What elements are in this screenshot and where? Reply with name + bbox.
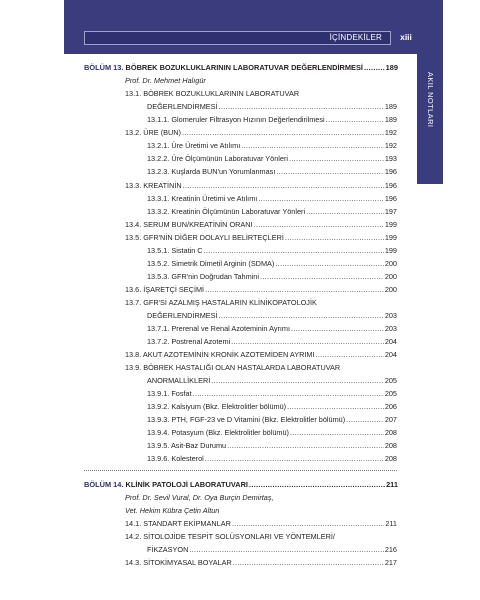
toc-entry: 13.9.3. PTH, FGF-23 ve D Vitamini (Bkz. Elektrolitler bölümü) ..... 207	[147, 414, 397, 426]
toc-entry: 13.5. GFR'NİN DİĞER DOLAYLI BELİRTEÇLERİ ..... 199	[125, 232, 397, 244]
chapter-14-heading: BÖLÜM 14. KLİNİK PATOLOJİ LABORATUVARI ..... 211	[84, 479, 398, 491]
chapter-14-title: KLİNİK PATOLOJİ LABORATUVARI	[125, 480, 248, 489]
toc-entry: 13.7.1. Prerenal ve Renal Azoteminin Ayrımı ..... 203	[147, 323, 397, 335]
toc-entry: 13.3. KREATİNİN ..... 196	[125, 180, 397, 192]
toc-entry: DEĞERLENDİRMESİ ..... 189	[147, 101, 397, 113]
toc-entry: 13.7. GFR'Sİ AZALMIŞ HASTALARIN KLİNİKOPATOLOJİK	[125, 298, 317, 307]
toc-entry: 13.9. BÖBREK HASTALIĞI OLAN HASTALARDA LABORATUVAR	[125, 363, 341, 372]
toc-entry: 13.2.3. Kuşlarda BUN'un Yorumlanması ..... 196	[147, 166, 397, 178]
chapter-14-page: 211	[386, 480, 398, 489]
chapter-13-title: BÖBREK BOZUKLUKLARININ LABORATUVAR DEĞERLENDİRMESİ	[125, 63, 363, 72]
toc-entry: 13.9.6. Kolesterol ..... 208	[147, 453, 397, 465]
toc-entry: 13.9.5. Asit-Baz Durumu ..... 208	[147, 440, 397, 452]
toc-entry: 13.5.1. Sistatin C ..... 199	[147, 245, 397, 257]
toc-entry: 13.5.2. Simetrik Dimetil Arginin (SDMA) ..... 200	[147, 258, 397, 270]
toc-entry: 13.8. AKUT AZOTEMİNİN KRONİK AZOTEMİDEN AYRIMI ..... 204	[125, 349, 397, 361]
toc-entry: 13.4. SERUM BUN/KREATİNİN ORANI ..... 199	[125, 219, 397, 231]
toc-entry: ANORMALLİKLERİ ..... 205	[147, 375, 397, 387]
section-title: İÇİNDEKİLER	[84, 31, 391, 45]
chapter-divider	[84, 470, 397, 471]
toc-entry: 13.2.2. Üre Ölçümünün Laboratuvar Yönleri ..... 193	[147, 153, 397, 165]
toc-entry: 13.6. İŞARETÇİ SEÇİMİ ..... 200	[125, 284, 397, 296]
side-tab-label: AKIL NOTLARI	[426, 72, 435, 128]
toc-entry: 13.3.2. Kreatinin Ölçümünün Laboratuvar Yönleri ..... 197	[147, 206, 397, 218]
chapter-14-authors-line2: Vet. Hekim Kübra Çetin Altun	[125, 506, 220, 515]
toc-entry: 14.3. SİTOKİMYASAL BOYALAR ..... 217	[125, 557, 397, 569]
toc-entry: 13.5.3. GFR'nin Doğrudan Tahmini ..... 200	[147, 271, 397, 283]
toc-entry: 13.2. ÜRE (BUN) ..... 192	[125, 127, 397, 139]
toc-entry: 13.9.4. Potasyum (Bkz. Elektrolitler bölümü) ..... 208	[147, 427, 397, 439]
toc-entry: 13.2.1. Üre Üretimi ve Atılımı ..... 192	[147, 140, 397, 152]
toc-entry: 13.1. BÖBREK BOZUKLUKLARININ LABORATUVAR	[125, 89, 300, 98]
chapter-13-heading: BÖLÜM 13. BÖBREK BOZUKLUKLARININ LABORATUVAR DEĞERLENDİRMESİ ..... 189	[84, 62, 398, 74]
chapter-13-authors: Prof. Dr. Mehmet Halıgür	[125, 76, 206, 85]
toc-entry: 14.2. SİTOLOJİDE TESPİT SOLÜSYONLARI VE YÖNTEMLERİ/	[125, 532, 335, 541]
toc-entry: 13.3.1. Kreatinin Üretimi ve Atılımı ..... 196	[147, 193, 397, 205]
toc-entry: 13.1.1. Glomeruler Filtrasyon Hızının Değerlendirilmesi ..... 189	[147, 114, 397, 126]
toc-entry: 13.9.1. Fosfat ..... 205	[147, 388, 397, 400]
toc-entry: 13.9.2. Kalsiyum (Bkz. Elektrolitler bölümü) ..... 206	[147, 401, 397, 413]
toc-entry: 14.1. STANDART EKİPMANLAR ..... 211	[125, 518, 397, 530]
page-number: xiii	[400, 32, 412, 42]
chapter-14-authors-line1: Prof. Dr. Sevil Vural, Dr. Oya Burçin Demirtaş,	[125, 493, 274, 502]
chapter-13-page: 189	[385, 63, 398, 72]
toc-entry: FİKZASYON ..... 216	[147, 544, 397, 556]
toc-entry: 13.7.2. Postrenal Azotemi ..... 204	[147, 336, 397, 348]
toc-entry: DEĞERLENDİRMESİ ..... 203	[147, 310, 397, 322]
